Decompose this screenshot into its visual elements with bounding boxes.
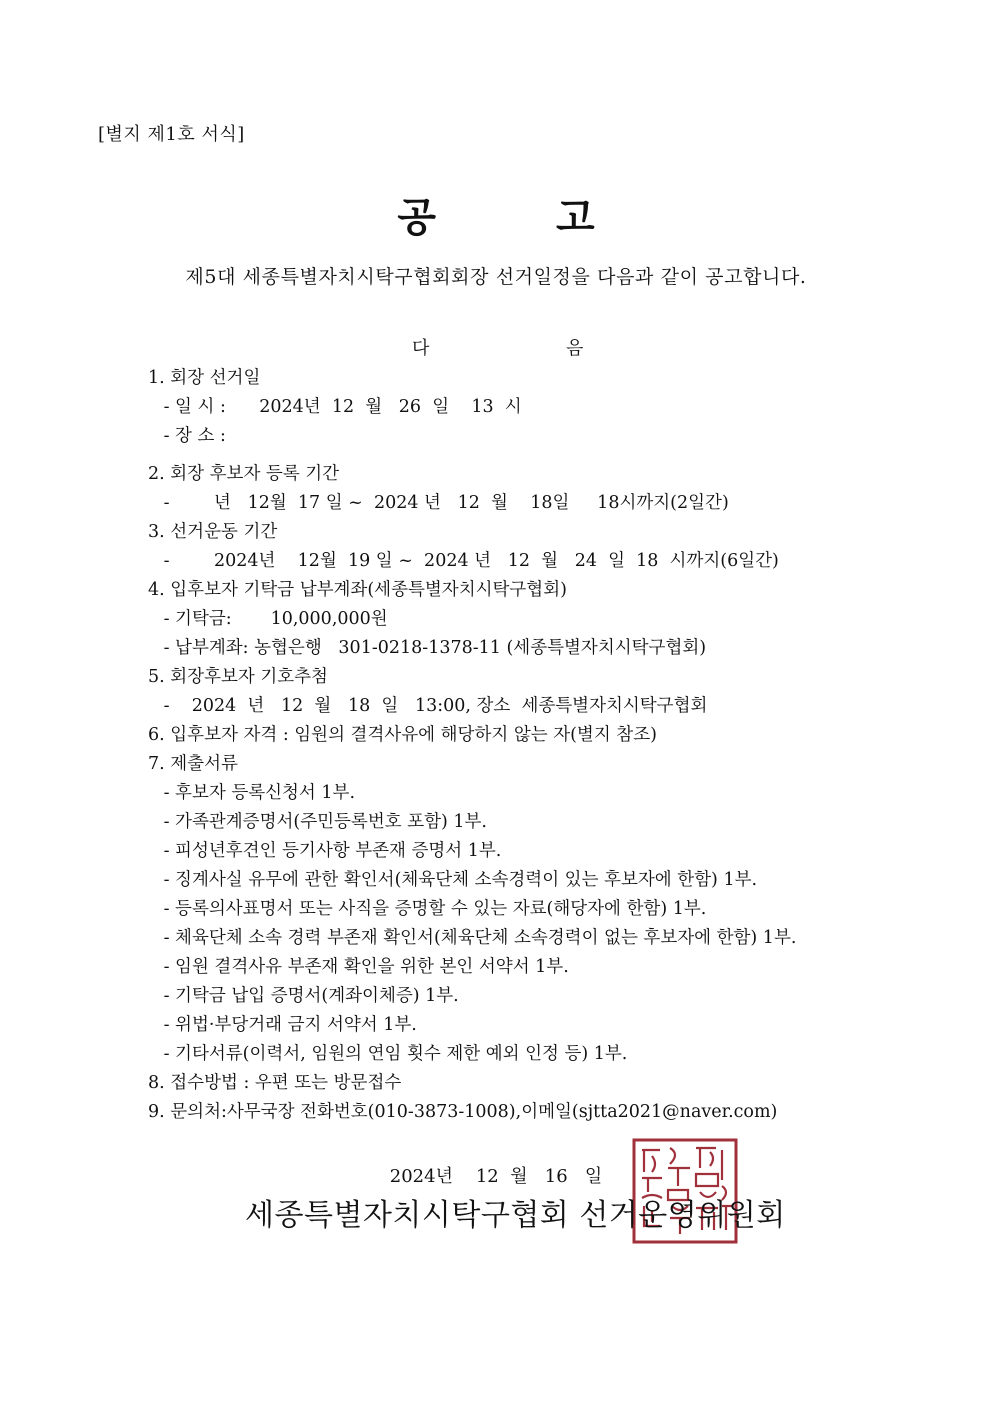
list-item: - 일 시 : 2024년 12 월 26 일 13 시 — [158, 397, 522, 417]
list-item: 9. 문의처:사무국장 전화번호(010-3873-1008),이메일(sjtta2021@naver.com) — [148, 1102, 778, 1122]
list-item: - 가족관계증명서(주민등록번호 포함) 1부. — [158, 812, 487, 832]
intro-text: 제5대 세종특별자치시탁구협회회장 선거일정을 다음과 같이 공고합니다. — [185, 266, 807, 288]
list-item: - 등록의사표명서 또는 사직을 증명할 수 있는 자료(해당자에 한함) 1부. — [158, 899, 707, 919]
title-char-right: 고 — [556, 194, 595, 241]
list-item: 8. 접수방법 : 우편 또는 방문접수 — [148, 1073, 402, 1093]
list-item: - 납부계좌: 농협은행 301-0218-1378-11 (세종특별자치시탁구협회) — [158, 638, 707, 658]
list-item: - 기타서류(이력서, 임원의 연임 횟수 제한 예외 인정 등) 1부. — [158, 1044, 628, 1064]
list-item: - 기탁금: 10,000,000원 — [158, 609, 388, 629]
list-item: - 징계사실 유무에 관한 확인서(체육단체 소속경력이 있는 후보자에 한함) 1부. — [158, 870, 758, 890]
list-item: - 기탁금 납입 증명서(계좌이체증) 1부. — [158, 986, 459, 1006]
title-char-left: 공 — [397, 194, 436, 241]
announcement-date: 2024년 12 월 16 일 — [389, 1166, 603, 1187]
list-item: - 년 12월 17 일 ~ 2024 년 12 월 18일 18시까지(2일간) — [158, 493, 729, 513]
schedule-list — [148, 364, 848, 1127]
organization-name: 세종특별자치시탁구협회 선거운영위원회 — [245, 1198, 786, 1233]
list-item: 5. 회장후보자 기호추첨 — [148, 667, 328, 687]
dah-right: 음 — [566, 338, 584, 359]
list-item: - 후보자 등록신청서 1부. — [158, 783, 356, 803]
list-item: - 2024 년 12 월 18 일 13:00, 장소 세종특별자치시탁구협회 — [158, 696, 708, 716]
dah-left: 다 — [412, 338, 430, 359]
list-item: 6. 입후보자 자격 : 임원의 결격사유에 해당하지 않는 자(별지 참조) — [148, 725, 657, 745]
list-item: - 임원 결격사유 부존재 확인을 위한 본인 서약서 1부. — [158, 957, 569, 977]
list-item: 7. 제출서류 — [148, 754, 238, 774]
list-item: - 위법·부당거래 금지 서약서 1부. — [158, 1015, 417, 1035]
list-item: 2. 회장 후보자 등록 기간 — [148, 464, 340, 484]
list-item: - 피성년후견인 등기사항 부존재 증명서 1부. — [158, 841, 502, 861]
list-item: - 2024년 12월 19 일 ~ 2024 년 12 월 24 일 18 시까지(6일간) — [158, 551, 779, 571]
list-item: 1. 회장 선거일 — [148, 368, 261, 388]
list-item: - 체육단체 소속 경력 부존재 확인서(체육단체 소속경력이 없는 후보자에 한함) 1부. — [158, 928, 797, 948]
form-label: [별지 제1호 서식] — [98, 124, 245, 145]
list-item: 4. 입후보자 기탁금 납부계좌(세종특별자치시탁구협회) — [148, 580, 567, 600]
page-title — [0, 186, 992, 243]
list-item: - 장 소 : — [158, 426, 226, 446]
list-item: 3. 선거운동 기간 — [148, 522, 278, 542]
